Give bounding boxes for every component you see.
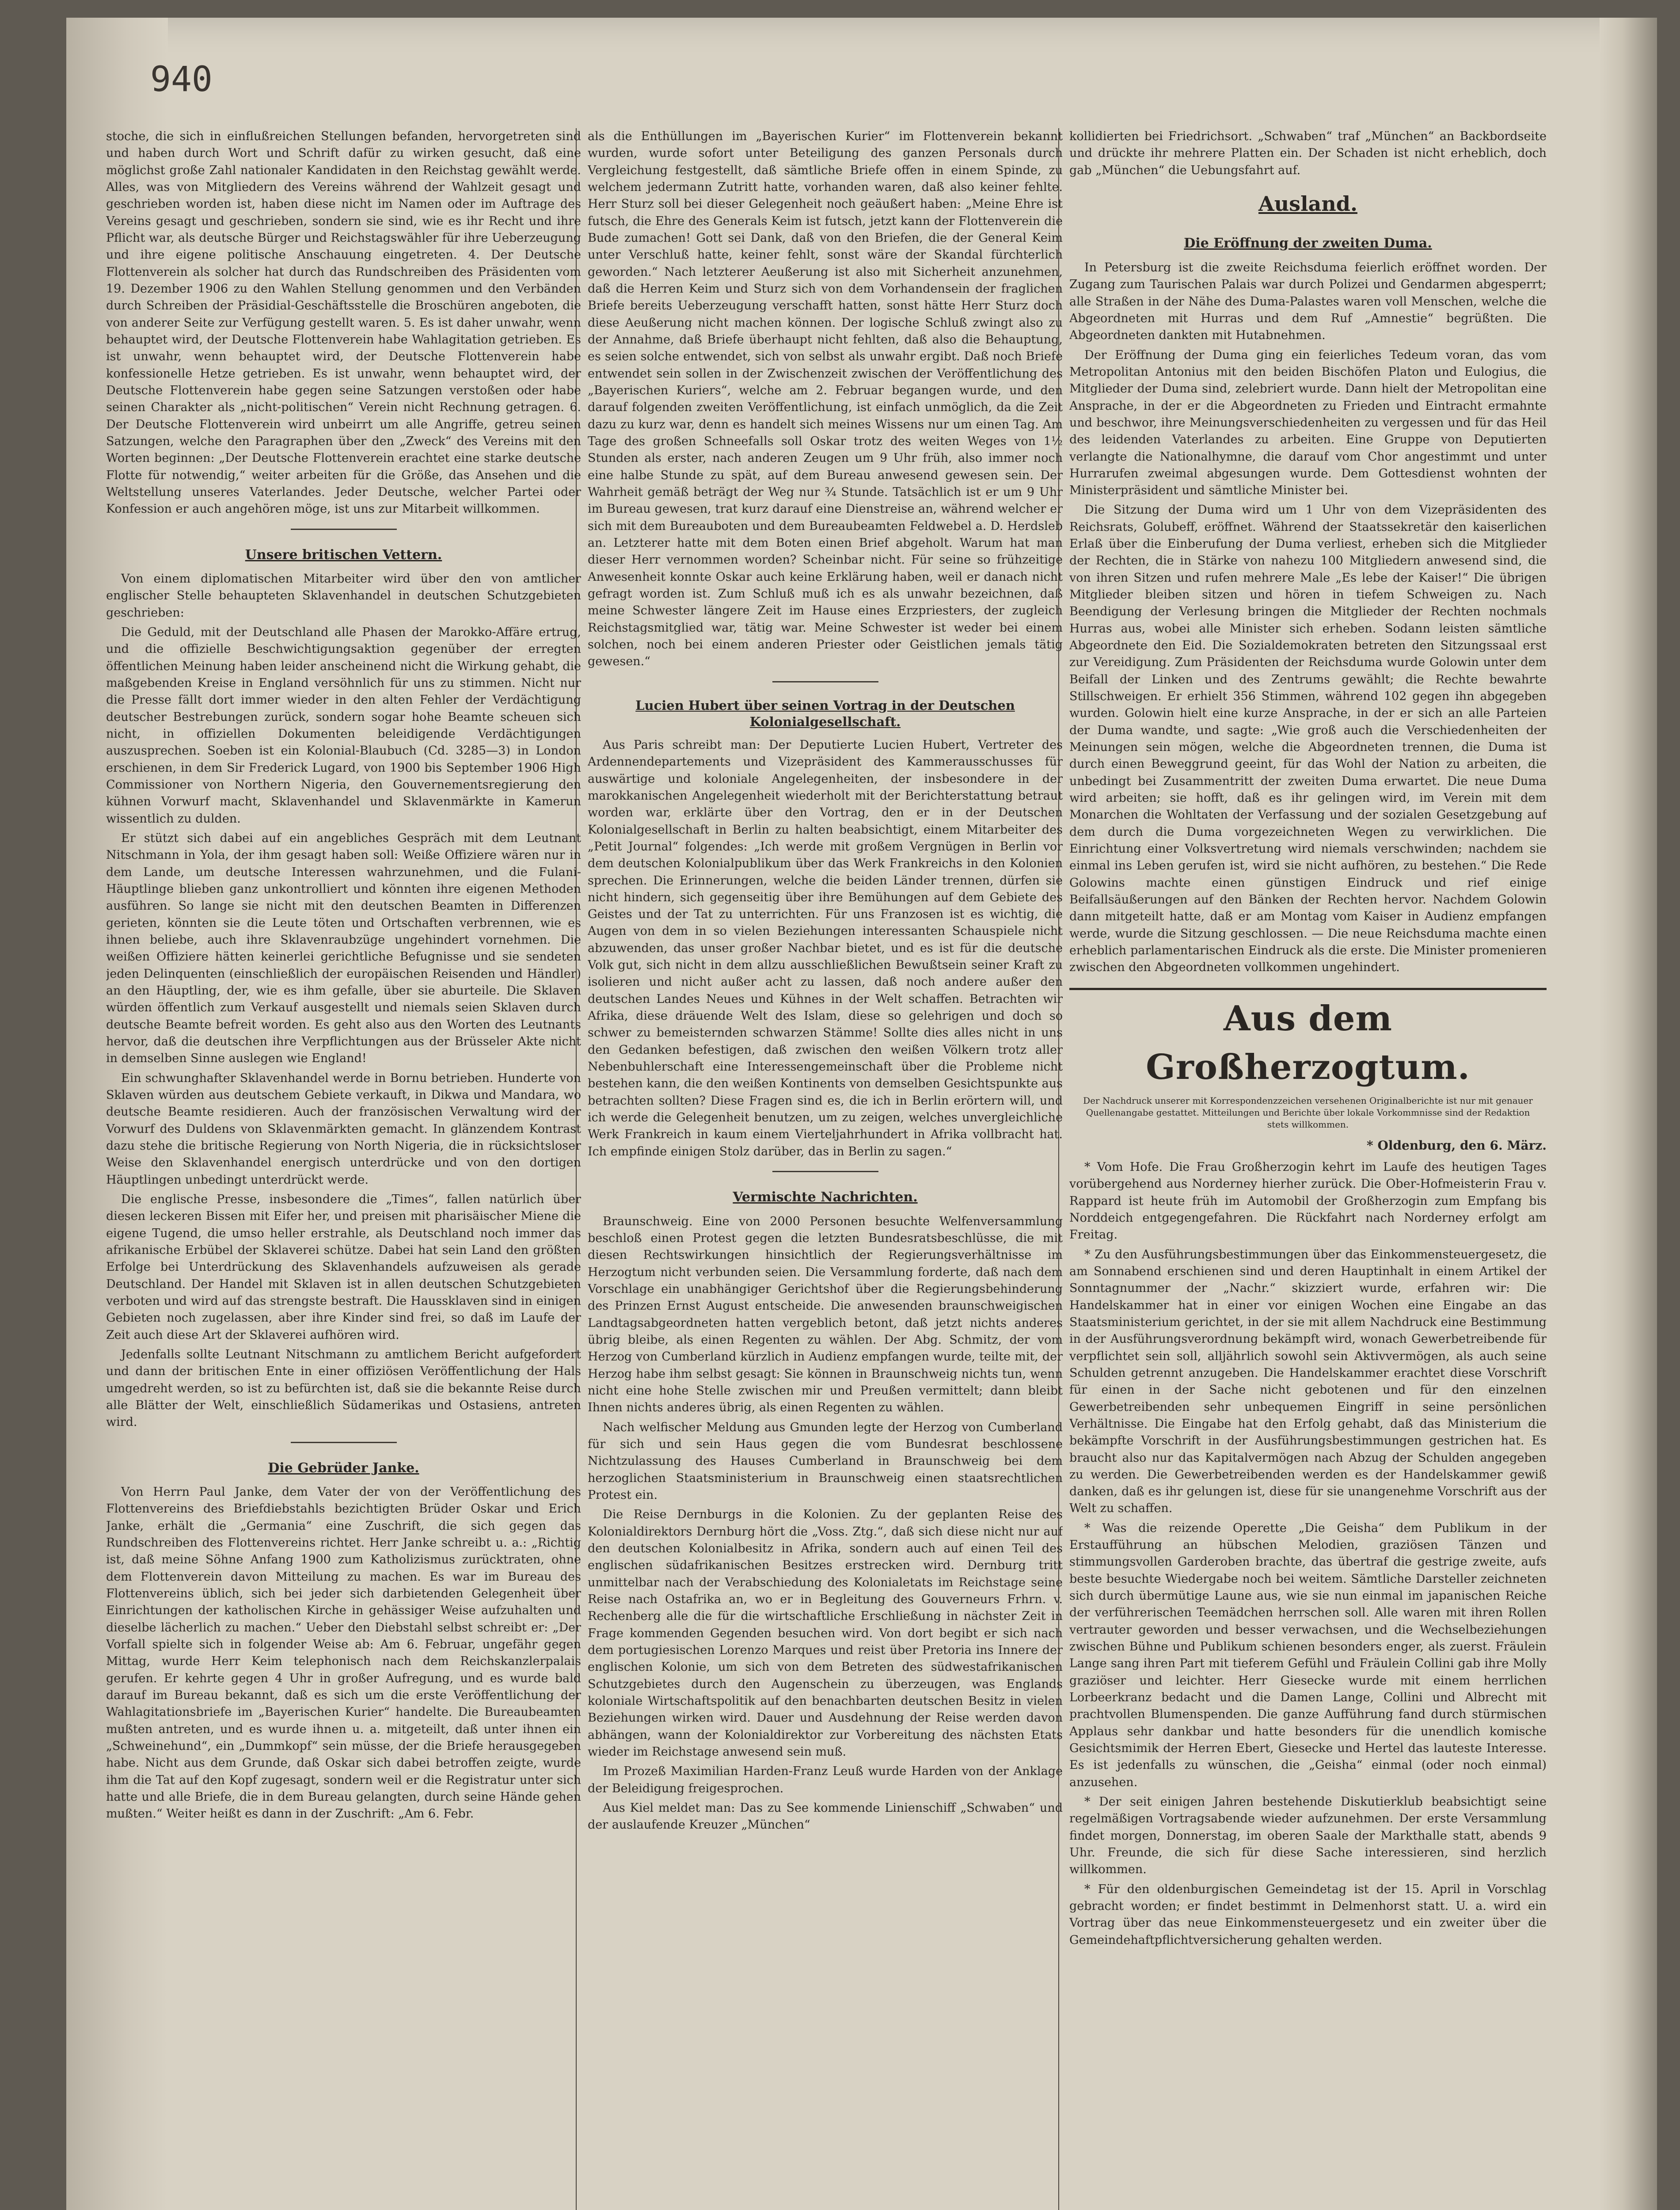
dateline: * Oldenburg, den 6. März. bbox=[1367, 1138, 1547, 1153]
paragraph: * Was die reizende Operette „Die Geisha“ dem Publikum in der Erstaufführung an hübschen Melodien, graziösen Tänzen und stimmungsvollen Garderoben brachte, das übertraf die gestrige zweite, aufs beste besuchte Wiedergabe noch bei weitem. Sämtliche Darsteller zeichneten sich durch übermütige Laune aus, wie sie nun einmal im japanischen Reiche der verführerischen Teemädchen herrschen soll. Alle waren mit ihren Rollen vertrauter geworden und besser verwachsen, und die Wechselbeziehungen zwischen Bühne und Publikum schienen besonders enger, als zuerst. Fräulein Lange sang ihren Part mit tieferem Gefühl und Fräulein Collini gab ihre Molly graziöser und leichter. Herr Giesecke wurde mit einem herrlichen Lorbeerkranz bedacht und die Damen Lange, Collini und Albrecht mit prachtvollen Blumenspenden. Die ganze Aufführung fand durch stürmischen Applaus sehr dankbar und hatte besonders für die unendlich komische Gesichtsmimik der Herren Ebert, Giesecke und Hertel das lauteste Interesse. Es ist jedenfalls zu wünschen, die „Geisha“ einmal (oder noch einmal) anzusehen. bbox=[1069, 1521, 1547, 1789]
paragraph: Aus Kiel meldet man: Das zu See kommende Linienschiff „Schwaben“ und der auslaufende Kreuzer „München“ bbox=[588, 1801, 1063, 1832]
section-title-ausland: Ausland. bbox=[1258, 191, 1357, 216]
headline-britische-vettern: Unsere britischen Vettern. bbox=[245, 547, 442, 563]
paragraph: Braunschweig. Eine von 2000 Personen besuchte Welfenversammlung beschloß einen Protest gegen die letzten Bundesratsbeschlüsse, die mit diesen Rechtswirkungen hinsichtlich der Regierungsverhältnisse im Herzogtum nicht verbunden seien. Die Versammlung forderte, daß nach dem Vorschlage ein unabhängiger Gerichtshof über die Regierungsbehinderung des Prinzen Ernst August entscheide. Die anwesenden braunschweigischen Landtagsabgeordneten hatten vergeblich betont, daß jetzt nichts anderes übrig bleibe, als einen Regenten zu wählen. Der Abg. Schmitz, der vom Herzog von Cumberland kürzlich in Audienz empfangen wurde, teilte mit, der Herzog habe ihm selbst gesagt: Sie können in Braunschweig nichts tun, wenn nicht eine hohe Stelle zwischen mir und Preußen vermittelt; dann bleibt Ihnen nichts anderes übrig, als einen Regenten zu wählen. bbox=[588, 1214, 1063, 1415]
column-3 bbox=[1069, 128, 1547, 2210]
paragraph: Der Eröffnung der Duma ging ein feierliches Tedeum voran, das vom Metropolitan Antonius mit den beiden Bischöfen Platon und Eulogius, die Mitglieder der Duma sind, zelebriert wurde. Dann hielt der Metropolitan eine Ansprache, in der er die Abgeordneten zu Frieden und Eintracht ermahnte und beschwor, ihre Meinungsverschiedenheiten zu vergessen und für das Heil des leidenden Vaterlandes zu arbeiten. Eine Gruppe von Deputierten verlangte die Nationalhymne, die darauf vom Chor angestimmt und unter Hurrarufen zweimal abgesungen wurde. Dem Gottesdienst wohnten der Ministerpräsident und sämtliche Minister bei. bbox=[1069, 348, 1547, 498]
paragraph: Im Prozeß Maximilian Harden-Franz Leuß wurde Harden von der Anklage der Beleidigung freigesprochen. bbox=[588, 1764, 1063, 1795]
paragraph: * Zu den Ausführungsbestimmungen über das Einkommensteuergesetz, die am Sonnabend erschienen sind und deren Hauptinhalt in einem Artikel der Sonntagnummer der „Nachr.“ skizziert wurde, erfahren wir: Die Handelskammer hat in einer vor einigen Wochen eine Eingabe an das Staatsministerium gerichtet, in der sie mit allem Nachdruck eine Bestimmung in der Ausführungsverordnung bekämpft wird, wonach Gewerbetreibende für verpflichtet sein soll, alljährlich sowohl sein Aktivvermögen, als auch seine Schulden getrennt anzugeben. Die Handelskammer erachtet diese Vorschrift für einen in der Sache nicht gebotenen und für den einzelnen Gewerbetreibenden sehr unbequemen Eingriff in seine persönlichen Verhältnisse. Die Eingabe hat den Erfolg gehabt, daß das Ministerium die bekämpfte Vorschrift in der Ausführungsbestimmungen gestrichen hat. Es braucht also nur das Kapitalvermögen nach Abzug der Schulden angegeben zu werden. Die Gewerbetreibenden werden es der Handelskammer gewiß danken, daß es ihr gelungen ist, diese für sie unangenehme Vorschrift aus der Welt zu schaffen. bbox=[1069, 1247, 1547, 1516]
page-edge-right bbox=[1600, 18, 1657, 2210]
headline-gebrueder-janke: Die Gebrüder Janke. bbox=[268, 1460, 419, 1476]
headline-lucien-hubert: Lucien Hubert über seinen Vortrag in der Deutschen Kolonialgesellschaft. bbox=[635, 697, 1015, 730]
paragraph: Jedenfalls sollte Leutnant Nitschmann zu amtlichem Bericht aufgefordert und dann der britischen Ente in einer offiziösen Veröffentlichung der Hals umgedreht werden, so ist zu befürchten ist, daß sie die bekannte Reise durch alle Blätter der Welt, einschließlich Südamerikas und Ostasiens, antreten wird. bbox=[106, 1347, 581, 1429]
paragraph: Die englische Presse, insbesondere die „Times“, fallen natürlich über diesen leckeren Bissen mit Eifer her, und preisen mit pharisäischer Miene die eigene Tugend, die umso heller erstrahle, als Deutschland noch immer das afrikanische Erbübel der Sklaverei schütze. Dabei hat sein Land den größten Erfolge bei Unterdrückung des Sklavenhandels aufzuweisen als gerade Deutschland. Der Handel mit Sklaven ist in allen deutschen Schutzgebieten verboten und wird auf das strengste bestraft. Die Haussklaven sind in einigen Gebieten noch zugelassen, aber ihre Kinder sind frei, so daß im Laufe der Zeit auch diese Art der Sklaverei aufhören wird. bbox=[106, 1192, 581, 1342]
paragraph: * Der seit einigen Jahren bestehende Diskutierklub beabsichtigt seine regelmäßigen Vortragsabende wieder aufzunehmen. Der erste Versammlung findet morgen, Donnerstag, im oberen Saale der Markthalle statt, abends 9 Uhr. Freunde, die sich für diese Sache interessieren, sind herzlich willkommen. bbox=[1069, 1795, 1547, 1877]
paragraph: Die Reise Dernburgs in die Kolonien. Zu der geplanten Reise des Kolonialdirektors Dernburg hört die „Voss. Ztg.“, daß sich diese nicht nur auf den deutschen Kolonialbesitz in Afrika, sondern auch auf einen Teil des englischen südafrikanischen Besitzes erstrecken wird. Dernburg tritt unmittelbar nach der Verabschiedung des Kolonialetats im Reichstage seine Reise nach Ostafrika an, wo er in Begleitung des Gouverneurs Frhrn. v. Rechenberg alle die für die wirtschaftliche Erschließung in nächster Zeit in Frage kommenden Gegenden besuchen wird. Von dort begibt er sich nach dem portugiesischen Lorenzo Marques und reist über Pretoria ins Innere der englischen Kolonie, um sich von dem Betreten des südwestafrikanischen Schutzgebietes durch den Augenschein zu überzeugen, was Englands koloniale Wirtschaftspolitik auf den benachbarten deutschen Besitz in vielen Beziehungen wirken wird. Dauer und Ausdehnung der Reise werden davon abhängen, wann der Kolonialdirektor zur Vorbereitung des nächsten Etats wieder im Reichstage anwesend sein muß. bbox=[588, 1508, 1063, 1759]
paragraph: Ein schwunghafter Sklavenhandel werde in Bornu betrieben. Hunderte von Sklaven würden aus deutschem Gebiete verkauft, in Dikwa und Mandara, wo deutsche Beamte residieren. Auch der französischen Verwaltung wird der Vorwurf des Duldens von Sklavenmärkten gemacht. In glänzendem Kontrast dazu stehe die britische Regierung von North Nigeria, die in rücksichtsloser Weise den Sklavenhandel energisch unterdrücke und von den dortigen Häuptlingen unbedingt unterdrückt werde. bbox=[106, 1071, 581, 1187]
paragraph: Die Sitzung der Duma wird um 1 Uhr von dem Vizepräsidenten des Reichsrats, Golubeff, eröffnet. Während der Staatssekretär den kaiserlichen Erlaß über die Einberufung der Duma verliest, erheben sich die Mitglieder der Rechten, die in Stärke von nahezu 100 Mitgliedern anwesend sind, die von ihren Sitzen und rufen mehrere Male „Es lebe der Kaiser!“ Die übrigen Mitglieder bleiben sitzen und hören in tiefem Schweigen zu. Nach Beendigung der Verlesung bringen die Mitglieder der Rechten nochmals Hurras aus, wobei alle Minister sich erheben. Sodann leisten sämtliche Abgeordnete den Eid. Die Sozialdemokraten betreten den Sitzungssaal erst zur Vereidigung. Zum Präsidenten der Reichsduma wurde Golowin unter dem Beifall der Linken und des Zentrums gewählt; die Rechte bewahrte Stillschweigen. Er erhielt 356 Stimmen, während 102 gegen ihn abgegeben wurden. Golowin hielt eine kurze Ansprache, in der er sich an alle Parteien der Duma wandte, und sagte: „Wie groß auch die Verschiedenheiten der Meinungen sein mögen, welche die Abgeordneten trennen, die Duma ist durch einen Beweggrund geeint, für das Wohl der Nation zu arbeiten, die unbedingt bei Zusammentritt der zweiten Duma erwartet. Die neue Duma wird arbeiten; sie hofft, daß es ihr gelingen wird, im Verein mit dem Monarchen die Wohltaten der Verfassung und der sozialen Gesetzgebung auf dem durch die Duma vorgezeichneten Wegen zu verwirklichen. Die Einrichtung einer Volksvertretung wird niemals verschwinden; nachdem sie einmal ins Leben gerufen ist, wird sie nicht aufhören, zu bestehen.“ Die Rede Golowins machte einen günstigen Eindruck und rief einige Beifallsäußerungen auf den Bänken der Rechten hervor. Nachdem Golowin dann mitgeteilt hatte, daß er am Montag vom Kaiser in Audienz empfangen werde, wurde die Sitzung geschlossen. — Die neue Reichsduma machte einen erheblich parlamentarischen Eindruck als die erste. Die Minister promenieren zwischen den Abgeordneten vollkommen ungehindert. bbox=[1069, 503, 1547, 975]
headline-duma: Die Eröffnung der zweiten Duma. bbox=[1184, 236, 1432, 251]
paragraph: In Petersburg ist die zweite Reichsduma feierlich eröffnet worden. Der Zugang zum Taurischen Palais war durch Polizei und Gendarmen abgesperrt; alle Straßen in der Nähe des Duma-Palastes waren voll Menschen, welche die Abgeordneten mit Hurras und dem Ruf „Amnestie“ begrüßten. Die Abgeordneten dankten mit Hutabnehmen. bbox=[1069, 260, 1547, 343]
section-divider bbox=[1069, 988, 1547, 990]
separator bbox=[772, 1171, 878, 1172]
column-1 bbox=[106, 128, 581, 2210]
column-2 bbox=[588, 128, 1063, 2210]
paragraph: Nach welfischer Meldung aus Gmunden legte der Herzog von Cumberland für sich und sein Haus gegen die vom Bundesrat beschlossene Nichtzulassung des Hauses Cumberland in Braunschweig bei dem herzoglichen Staatsministerium in Braunschweig einen staatsrechtlichen Protest ein. bbox=[588, 1420, 1063, 1502]
paragraph: Von einem diplomatischen Mitarbeiter wird über den von amtlicher englischer Stelle behaupteten Sklavenhandel in deutschen Schutzgebieten geschrieben: bbox=[106, 572, 581, 620]
page-number: 940 bbox=[150, 60, 213, 99]
headline-vermischte-nachrichten: Vermischte Nachrichten. bbox=[733, 1189, 918, 1205]
article-continuation: als die Enthüllungen im „Bayerischen Kurier“ im Flottenverein bekannt wurden, wurde sofort unter Beteiligung des ganzen Personals durch Vergleichung festgestellt, daß sämtliche Briefe offen in einem Spinde, zu welchem jedermann Zutritt hatte, vorhanden waren, daß also keiner fehlte. Herr Sturz soll bei dieser Gelegenheit noch geäußert haben: „Meine Ehre ist futsch, die Ehre des Generals Keim ist futsch, jetzt kann der Flottenverein die Bude zumachen! Gott sei Dank, daß von den Briefen, die der General Keim unter Verschluß hatte, keiner fehlt, sonst wäre der Skandal fürchterlich geworden.“ Nach letzterer Aeußerung ist also mit Sicherheit anzunehmen, daß die Herren Keim und Sturz sich von dem Vorhandensein der fraglichen Briefe bereits Ueberzeugung verschafft hatten, sonst hätte Herr Sturz doch diese Aeußerung nicht machen können. Der logische Schluß zwingt also zu der Annahme, daß Briefe überhaupt nicht fehlten, daß also die Behauptung, es seien solche entwendet, sich von selbst als unwahr ergibt. Daß noch Briefe entwendet sein sollen in der Zwischenzeit zwischen der Veröffentlichung des „Bayerischen Kuriers“, welche am 2. Februar begangen wurde, und den darauf folgenden zweiten Veröffentlichung, ist einfach unmöglich, da die Zeit dazu zu kurz war, denn es handelt sich meines Wissens nur um einen Tag. Am Tage des großen Schneefalls soll Oskar trotz des weiten Weges von 1½ Stunden als erster, nach anderen Zeugen um 9 Uhr früh, also immer noch eine halbe Stunde zu spät, auf dem Bureau anwesend gewesen sein. Der Wahrheit gemäß beträgt der Weg nur ¾ Stunde. Tatsächlich ist er um 9 Uhr im Bureau gewesen, trat kurz darauf eine Dienstreise an, während welcher er sich mit dem Bureauboten und dem Bureaubeamten Feldwebel a. D. Herdsleb an. Letzterer hatte mit dem Boten einen Brief abgeholt. Warum hat man dieser Herr vernommen worden? Scheinbar nicht. Für seine so frühzeitige Anwesenheit konnte Oskar auch keine Erklärung haben, weil er danach nicht gefragt worden ist. Zum Schluß muß ich es als unwahr bezeichnen, daß meine Schwester längere Zeit im Hause eines Erzpriesters, der zugleich Reichstagsmitglied war, tätig war. Meine Schwester ist weder bei einem solchen, noch bei einem anderen Priester oder Geistlichen jemals tätig gewesen.“ bbox=[588, 130, 1063, 669]
paragraph: Er stützt sich dabei auf ein angebliches Gespräch mit dem Leutnant Nitschmann in Yola, der ihm gesagt haben soll: Weiße Offiziere wären nur in dem Lande, um deutsche Interessen wahrzunehmen, und die Fulani-Häuptlinge blieben ganz unkontrolliert und könnten ihre eigenen Methoden ausführen. So lange sie nicht mit den deutschen Beamten in Differenzen gerieten, könnten sie die Leute töten und Ortschaften verbrennen, wie es ihnen beliebe, auch ihre Sklavenraubzüge ungehindert vornehmen. Die weißen Offiziere hätten keinerlei gerichtliche Befugnisse und sie sendeten jeden Delinquenten (einschließlich der europäischen Reisenden und Händler) an den Häuptling, der, wie es ihm gefalle, über sie aburteile. Die Sklaven würden öffentlich zum Verkauf ausgestellt und niemals seien Sklaven durch deutsche Beamte befreit worden. Es geht also aus den Worten des Leutnants hervor, daß die deutschen ihre Verpflichtungen aus der Brüsseler Akte nicht in demselben Sinne auslegen wie England! bbox=[106, 831, 581, 1066]
paragraph: Von Herrn Paul Janke, dem Vater der von der Veröffentlichung des Flottenvereins des Briefdiebstahls bezichtigten Brüder Oskar und Erich Janke, erhält die „Germania“ eine Zuschrift, die sich gegen das Rundschreiben des Flottenvereins richtet. Herr Janke schreibt u. a.: „Richtig ist, daß meine Söhne Anfang 1900 zum Katholizismus zurücktraten, ohne dem Flottenverein davon Mitteilung zu machen. Es war im Bureau des Flottenvereins üblich, sich bei jeder sich darbietenden Gelegenheit über Einrichtungen der katholischen Kirche in gehässiger Weise aufzuhalten und dieselbe lächerlich zu machen.“ Ueber den Diebstahl selbst schreibt er: „Der Vorfall spielte sich in folgender Weise ab: Am 6. Februar, ungefähr gegen Mittag, wurde Herr Keim telephonisch nach dem Reichskanzlerpalais gerufen. Er kehrte gegen 4 Uhr in großer Aufregung, und es wurde bald darauf im Bureau bekannt, daß es sich um die erste Veröffentlichung der Wahlagitationsbriefe im „Bayerischen Kurier“ handelte. Die Bureaubeamten mußten antreten, und es wurde ihnen u. a. mitgeteilt, daß unter ihnen ein „Schweinehund“, ein „Dummkopf“ sein müsse, der die Briefe herausgegeben habe. Nicht aus dem Grunde, daß Oskar sich dabei betroffen zeigte, wurde ihm die Tat auf den Kopf zugesagt, sondern weil er die Registratur unter sich hatte und alle Briefe, die in dem Bureau gelangten, durch seine Hände gehen mußten.“ Weiter heißt es dann in der Zuschrift: „Am 6. Febr. bbox=[106, 1485, 581, 1821]
article-continuation: kollidierten bei Friedrichsort. „Schwaben“ traf „München“ an Backbordseite und drückte ihr mehrere Platten ein. Der Schaden ist nicht erheblich, doch gab „München“ die Uebungsfahrt auf. bbox=[1069, 130, 1547, 177]
section-title-grossherzogtum: Aus dem Großherzogtum. bbox=[1146, 998, 1470, 1088]
reprint-notice: Der Nachdruck unserer mit Korrespondenzzeichen versehenen Originalberichte ist nur mit genauer Quellenangabe gestattet. Mitteilungen und Berichte über lokale Vorkommnisse sind der Redaktion stets willkommen. bbox=[1083, 1095, 1533, 1130]
separator bbox=[772, 681, 878, 682]
paragraph: Aus Paris schreibt man: Der Deputierte Lucien Hubert, Vertreter des Ardennendepartements und Vizepräsident des Kammerausschusses für auswärtige und koloniale Angelegenheiten, der insbesondere in der marokkanischen Angelegenheit wiederholt mit der Berichterstattung betraut worden war, erklärte über den Vortrag, den er in der Deutschen Kolonialgesellschaft in Berlin zu halten beabsichtigt, einem Mitarbeiter des „Petit Journal“ folgendes: „Ich werde mit großem Vergnügen in Berlin vor dem deutschen Kolonialpublikum über das Werk Frankreichs in den Kolonien sprechen. Die Erinnerungen, welche die beiden Länder trennen, dürfen sie nicht hindern, sich gegenseitig über ihre Bemühungen auf dem Gebiete des Geistes und der Tat zu unterrichten. Für uns Franzosen ist es wichtig, die Augen von dem in so vielen Beziehungen interessanten Schauspiele nicht abzuwenden, das unser großer Nachbar bietet, und es ist für die deutsche Volk gut, sich nicht in dem allzu ausschließlichen Bewußtsein seiner Kraft zu isolieren und nicht außer acht zu lassen, daß noch andere außer den deutschen Landes Neues und Kühnes in der Welt schaffen. Betrachten wir Afrika, diese dräuende Welt des Islam, diese so gelehrigen und doch so schwer zu bemeisternden schwarzen Stämme! Sollte dies alles nicht in uns den Gedanken befestigen, daß zwischen den weißen Völkern trotz aller Nebenbuhlerschaft eine Interessengemeinschaft über die Probleme nicht bestehen kann, die den weißen Kontinents von demselben Gesichtspunkte aus betrachten sollten? Diese Fragen sind es, die ich in Berlin erörtern will, und ich werde die Gelegenheit benutzen, um zu zeigen, welches unvergleichliche Werk Frankreich in kaum einem Vierteljahrhundert in Afrika vollbracht hat. Ich empfinde einigen Stolz darüber, das in Berlin zu sagen.“ bbox=[588, 738, 1063, 1158]
separator bbox=[291, 1442, 397, 1443]
separator bbox=[291, 529, 397, 530]
paragraph: * Vom Hofe. Die Frau Großherzogin kehrt im Laufe des heutigen Tages vorübergehend aus Norderney hierher zurück. Die Ober-Hofmeisterin Frau v. Rappard ist heute früh im Automobil der Großherzogin zum Empfang bis Norddeich entgegengefahren. Die Rückfahrt nach Norderney erfolgt am Freitag. bbox=[1069, 1160, 1547, 1242]
paragraph: Die Geduld, mit der Deutschland alle Phasen der Marokko-Affäre ertrug, und die offizielle Beschwichtigungsaktion gegenüber der erregten öffentlichen Meinung haben leider anscheinend nicht die Wirkung gehabt, die maßgebenden Kreise in England versöhnlich für uns zu stimmen. Nicht nur die Presse fällt dort immer wieder in den alten Fehler der Verdächtigung deutscher Bestrebungen zurück, sondern sogar hohe Beamte scheuen sich nicht, in offiziellen Dokumenten beleidigende Verdächtigungen auszusprechen. Soeben ist ein Kolonial-Blaubuch (Cd. 3285—3) in London erschienen, in dem Sir Frederick Lugard, von 1900 bis September 1906 High Commissioner von Northern Nigeria, den Gouvernementsregierung den kühnen Vorwurf macht, Sklavenhandel und Sklavenmärkte in Kamerun wissentlich zu dulden. bbox=[106, 625, 581, 826]
paragraph: * Für den oldenburgischen Gemeindetag ist der 15. April in Vorschlag gebracht worden; er findet bestimmt in Delmenhorst statt. U. a. wird ein Vortrag über das neue Einkommensteuergesetz und ein zweiter über die Gemeindehaftpflichtversicherung gehalten werden. bbox=[1069, 1882, 1547, 1947]
article-continuation: stoche, die sich in einflußreichen Stellungen befanden, hervorgetreten sind und haben durch Wort und Schrift dafür zu wirken gesucht, daß eine möglichst große Zahl nationaler Kandidaten in den Reichstag gewählt werde. Alles, was von Mitgliedern des Vereins während der Wahlzeit gesagt und geschrieben worden ist, haben diese nicht im Namen oder im Auftrage des Vereins gesagt und geschrieben, sondern sie sind, wie es ihr Recht und ihre Pflicht war, als deutsche Bürger und Reichstagswähler für ihre Ueberzeugung und ihre eigene politische Anschauung eingetreten. 4. Der Deutsche Flottenverein als solcher hat durch das Rundschreiben des Präsidenten vom 19. Dezember 1906 zu den Wahlen Stellung genommen und den Verbänden durch Schreiben der Präsidial-Geschäftsstelle die Broschüren angeboten, die von anderer Seite zur Verfügung gestellt waren. 5. Es ist daher unwahr, wenn behauptet wird, der Deutsche Flottenverein habe Wahlagitation getrieben. Es ist unwahr, wenn behauptet wird, der Deutsche Flottenverein habe konfessionelle Hetze getrieben. Es ist unwahr, wenn behauptet wird, der Deutsche Flottenverein habe gegen seine Satzungen verstoßen oder habe seinen Charakter als „nicht-politischen“ Verein nicht Rechnung getragen. 6. Der Deutsche Flottenverein wird unbeirrt um alle Angriffe, getreu seinen Satzungen, welche den Paragraphen über den „Zweck“ des Vereins mit den Worten beginnen: „Der Deutsche Flottenverein erachtet eine starke deutsche Flotte für notwendig,“ weiter arbeiten für die Größe, das Ansehen und die Weltstellung unseres Vaterlandes. Jeder Deutsche, welcher Partei oder Konfession er auch angehören möge, ist uns zur Mitarbeit willkommen. bbox=[106, 130, 581, 516]
